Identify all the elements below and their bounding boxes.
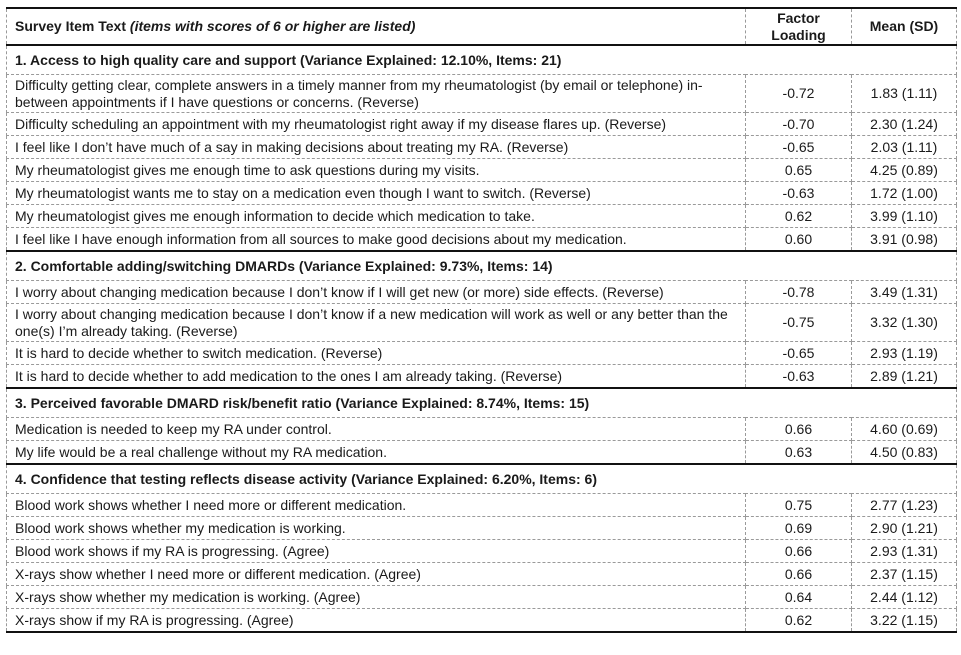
- table-row: [7, 441, 957, 465]
- factor-loading: 0.66: [746, 540, 852, 563]
- table-row: [7, 365, 957, 389]
- table-row: [7, 342, 957, 365]
- table-row: [7, 159, 957, 182]
- factor-loading: 0.66: [746, 563, 852, 586]
- item-text: My rheumatologist wants me to stay on a medication even though I want to switch. (Reverse): [7, 182, 746, 205]
- factor-loading: 0.62: [746, 609, 852, 633]
- mean-sd: 3.22 (1.15): [852, 609, 957, 633]
- factor-loading: 0.66: [746, 418, 852, 441]
- table-row: [7, 494, 957, 517]
- item-text: I worry about changing medication because I don’t know if I will get new (or more) side effects. (Reverse): [7, 281, 746, 304]
- factor-loading: -0.65: [746, 342, 852, 365]
- mean-sd: 1.83 (1.11): [852, 75, 957, 113]
- table-row: [7, 609, 957, 633]
- mean-sd: 2.89 (1.21): [852, 365, 957, 389]
- factor-loading: 0.60: [746, 228, 852, 252]
- table-row: [7, 228, 957, 252]
- section-row: [7, 45, 957, 75]
- table-body: [7, 45, 957, 632]
- item-text: Medication is needed to keep my RA under control.: [7, 418, 746, 441]
- factor-loading: 0.63: [746, 441, 852, 465]
- item-text: Blood work shows whether I need more or different medication.: [7, 494, 746, 517]
- section-row: [7, 251, 957, 281]
- header-factor-line1: Factor: [777, 9, 820, 26]
- mean-sd: 4.50 (0.83): [852, 441, 957, 465]
- header-mean-sd: Mean (SD): [852, 8, 957, 45]
- table-row: [7, 586, 957, 609]
- factor-loading: -0.72: [746, 75, 852, 113]
- survey-factor-table: [6, 7, 957, 633]
- mean-sd: 2.77 (1.23): [852, 494, 957, 517]
- item-text: I feel like I have enough information from all sources to make good decisions about my medication.: [7, 228, 746, 252]
- table-row: [7, 281, 957, 304]
- factor-loading: -0.78: [746, 281, 852, 304]
- mean-sd: 2.93 (1.19): [852, 342, 957, 365]
- factor-loading: -0.63: [746, 365, 852, 389]
- mean-sd: 1.72 (1.00): [852, 182, 957, 205]
- header-note: (items with scores of 6 or higher are listed): [129, 18, 416, 34]
- table-row: [7, 182, 957, 205]
- factor-loading: -0.63: [746, 182, 852, 205]
- mean-sd: 2.37 (1.15): [852, 563, 957, 586]
- item-text: It is hard to decide whether to add medication to the ones I am already taking. (Reverse): [7, 365, 746, 389]
- mean-sd: 3.49 (1.31): [852, 281, 957, 304]
- factor-loading: 0.64: [746, 586, 852, 609]
- factor-loading: -0.75: [746, 304, 852, 342]
- item-text: Difficulty scheduling an appointment with my rheumatologist right away if my disease flares up. (Reverse): [7, 113, 746, 136]
- item-text: Blood work shows whether my medication is working.: [7, 517, 746, 540]
- header-factor-loading: [746, 8, 852, 45]
- mean-sd: 2.30 (1.24): [852, 113, 957, 136]
- mean-sd: 2.03 (1.11): [852, 136, 957, 159]
- item-text: Blood work shows if my RA is progressing. (Agree): [7, 540, 746, 563]
- mean-sd: 2.44 (1.12): [852, 586, 957, 609]
- mean-sd: 2.93 (1.31): [852, 540, 957, 563]
- table-header-row: [7, 8, 957, 45]
- table-row: [7, 75, 957, 113]
- header-survey-item-text: [7, 8, 746, 45]
- section-row: [7, 464, 957, 494]
- table-row: [7, 113, 957, 136]
- table-row: [7, 136, 957, 159]
- table-row: [7, 540, 957, 563]
- table-row: [7, 517, 957, 540]
- item-text: It is hard to decide whether to switch medication. (Reverse): [7, 342, 746, 365]
- item-text: X-rays show if my RA is progressing. (Agree): [7, 609, 746, 633]
- item-text: My life would be a real challenge without my RA medication.: [7, 441, 746, 465]
- factor-loading: 0.65: [746, 159, 852, 182]
- mean-sd: 4.25 (0.89): [852, 159, 957, 182]
- header-factor-line2: Loading: [771, 26, 826, 43]
- table-row: [7, 205, 957, 228]
- item-text: I feel like I don’t have much of a say in making decisions about treating my RA. (Reverse): [7, 136, 746, 159]
- mean-sd: 4.60 (0.69): [852, 418, 957, 441]
- factor-loading: 0.75: [746, 494, 852, 517]
- factor-loading: -0.65: [746, 136, 852, 159]
- factor-loading: -0.70: [746, 113, 852, 136]
- mean-sd: 2.90 (1.21): [852, 517, 957, 540]
- item-text: My rheumatologist gives me enough information to decide which medication to take.: [7, 205, 746, 228]
- item-text: Difficulty getting clear, complete answers in a timely manner from my rheumatologist (by email or telephone) in-between appointments if I have questions or concerns. (Reverse): [7, 75, 746, 113]
- item-text: X-rays show whether my medication is working. (Agree): [7, 586, 746, 609]
- section-title: 2. Comfortable adding/switching DMARDs (Variance Explained: 9.73%, Items: 14): [7, 251, 957, 281]
- factor-loading: 0.62: [746, 205, 852, 228]
- header-title: Survey Item Text: [15, 18, 130, 34]
- item-text: X-rays show whether I need more or different medication. (Agree): [7, 563, 746, 586]
- item-text: I worry about changing medication because I don’t know if a new medication will work as well or any better than the one(s) I’m already taking. (Reverse): [7, 304, 746, 342]
- section-title: 4. Confidence that testing reflects disease activity (Variance Explained: 6.20%, Items: 6): [7, 464, 957, 494]
- mean-sd: 3.32 (1.30): [852, 304, 957, 342]
- table-row: [7, 563, 957, 586]
- table-row: [7, 304, 957, 342]
- item-text: My rheumatologist gives me enough time to ask questions during my visits.: [7, 159, 746, 182]
- factor-loading: 0.69: [746, 517, 852, 540]
- mean-sd: 3.99 (1.10): [852, 205, 957, 228]
- table-row: [7, 418, 957, 441]
- mean-sd: 3.91 (0.98): [852, 228, 957, 252]
- section-title: 3. Perceived favorable DMARD risk/benefit ratio (Variance Explained: 8.74%, Items: 15): [7, 388, 957, 418]
- section-title: 1. Access to high quality care and support (Variance Explained: 12.10%, Items: 21): [7, 45, 957, 75]
- section-row: [7, 388, 957, 418]
